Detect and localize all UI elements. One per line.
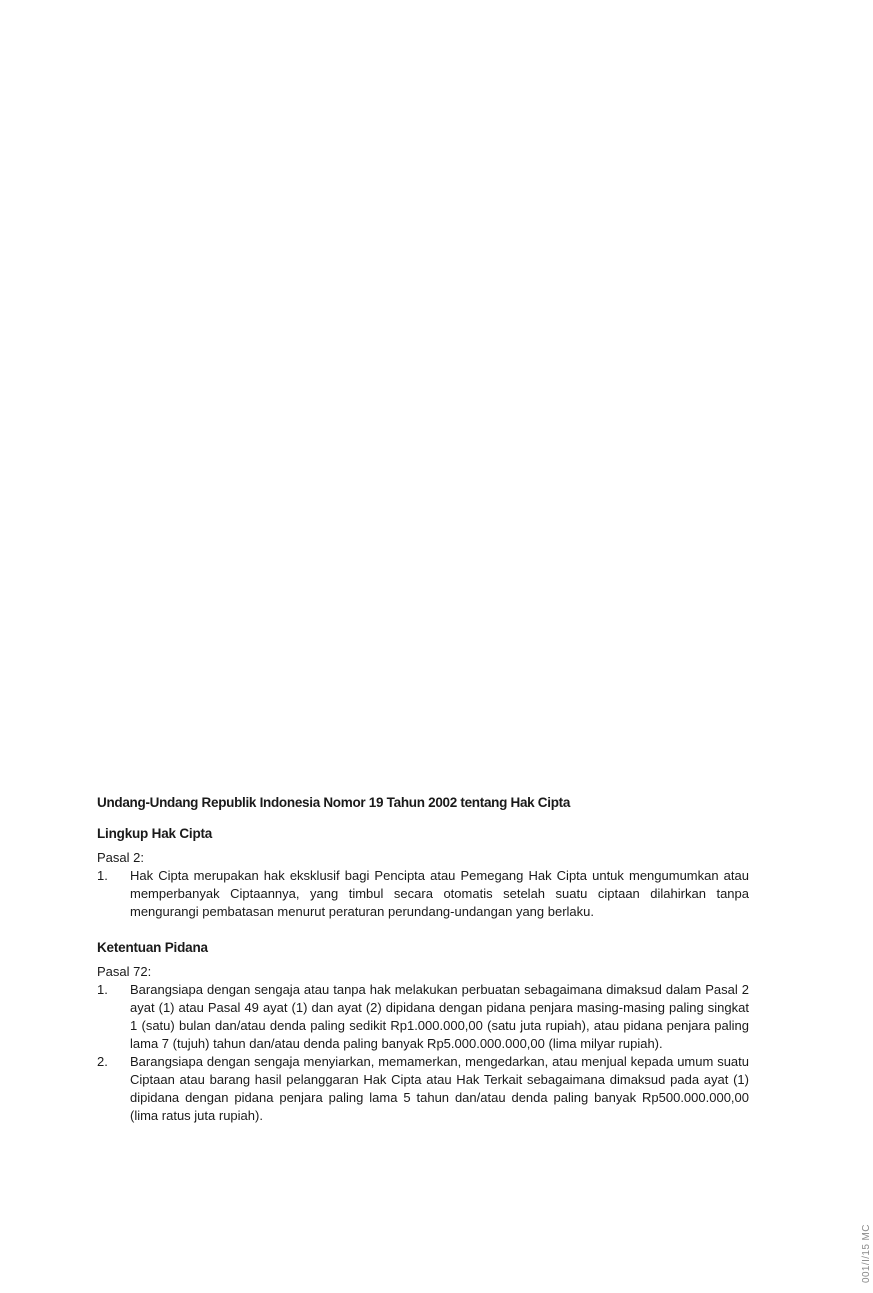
article-label: Pasal 72:	[97, 964, 152, 979]
list-item	[97, 867, 749, 921]
item-number: 1.	[97, 868, 108, 883]
list-item	[97, 1053, 749, 1125]
section-penalties	[97, 939, 749, 1125]
print-code: 001/I/15 MC	[861, 1224, 872, 1283]
section-scope	[97, 825, 749, 921]
item-number: 2.	[97, 1054, 108, 1069]
article-items	[97, 867, 749, 921]
article-items	[97, 981, 749, 1125]
item-text: Barangsiapa dengan sengaja atau tanpa hak melakukan perbuatan sebagaimana dimaksud dalam Pasal 2 ayat (1) atau Pasal 49 ayat (1) dan ayat (2) dipidana dengan pidana penjara masing-masing paling singkat 1 (satu) bulan dan/atau denda paling sedikit Rp1.000.000,00 (satu juta rupiah), atau pidana penjara paling lama 7 (tujuh) tahun dan/atau denda paling banyak Rp5.000.000.000,00 (lima milyar rupiah).	[130, 982, 749, 1051]
copyright-notice	[97, 794, 749, 1143]
law-title: Undang-Undang Republik Indonesia Nomor 19 Tahun 2002 tentang Hak Cipta	[97, 795, 571, 810]
article-label: Pasal 2:	[97, 850, 144, 865]
item-number: 1.	[97, 982, 108, 997]
section-heading: Ketentuan Pidana	[97, 940, 208, 955]
item-text: Hak Cipta merupakan hak eksklusif bagi Pencipta atau Pemegang Hak Cipta untuk mengumumkan atau memperbanyak Ciptaannya, yang timbul secara otomatis setelah suatu ciptaan dilahirkan tanpa mengurangi pembatasan menurut peraturan perundang-undangan yang berlaku.	[130, 868, 749, 919]
section-heading: Lingkup Hak Cipta	[97, 826, 213, 841]
list-item	[97, 981, 749, 1053]
item-text: Barangsiapa dengan sengaja menyiarkan, memamerkan, mengedarkan, atau menjual kepada umum suatu Ciptaan atau barang hasil pelanggaran Hak Cipta atau Hak Terkait sebagaimana dimaksud pada ayat (1) dipidana dengan pidana penjara paling lama 5 tahun dan/atau denda paling banyak Rp500.000.000,00 (lima ratus juta rupiah).	[130, 1054, 749, 1123]
